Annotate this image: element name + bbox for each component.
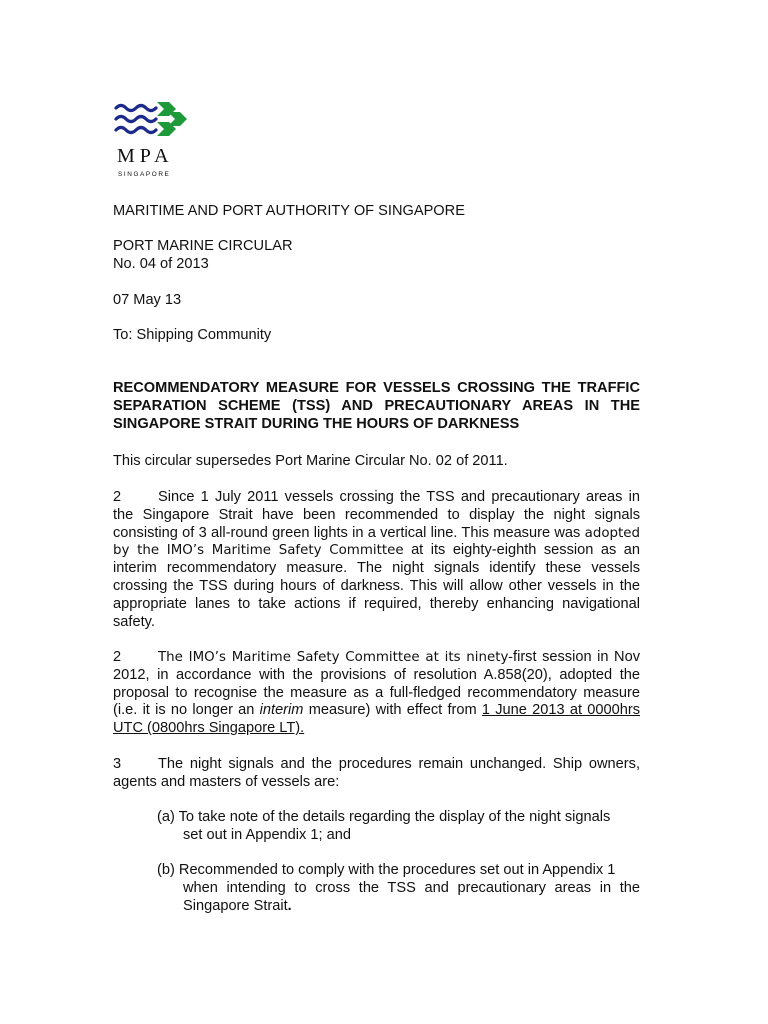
paragraph-text: adopted by the IMO’s Maritime Safety Committee: [113, 525, 640, 559]
paragraph-2a: [113, 489, 640, 631]
paragraph-text: Since 1 July 2011 vessels crossing the TSS and precautionary areas in the Singapore Strait have been recommended to display the night signals consisting of 3 all-round green lights in a vertical line. This measure was: [113, 489, 640, 541]
paragraph-text: first session in Nov 2012, in accordance with the provisions of resolution A.858(20), adopted the proposal to recognise the measure as a full-fledged recommendatory measure (i.e. it is no longer an: [113, 649, 640, 719]
mpa-wave-arrow-icon: [113, 100, 203, 190]
paragraph-number: 2: [113, 649, 122, 665]
list-item-text: To take note of the details regarding the display of the night signals: [178, 809, 611, 825]
supersedes-note: This circular supersedes Port Marine Circular No. 02 of 2011.: [113, 453, 508, 469]
paragraph-number: 3: [113, 756, 122, 772]
list-item-label: (b): [157, 862, 175, 878]
list-item-a: [157, 809, 640, 845]
mpa-logo: [113, 100, 203, 190]
list-item-label: (a): [157, 809, 175, 825]
addressee: To: Shipping Community: [113, 327, 272, 343]
paragraph-number: 2: [113, 489, 122, 505]
paragraph-2b: [113, 649, 640, 738]
paragraph-text: measure) with effect from: [308, 702, 477, 719]
circular-title: RECOMMENDATORY MEASURE FOR VESSELS CROSSING THE TRAFFIC SEPARATION SCHEME (TSS) AND PRECAUTIONARY AREAS IN THE SINGAPORE STRAIT DURING THE HOURS OF DARKNESS: [113, 380, 640, 432]
list-item-text: when intending to cross the TSS and precautionary areas in the Singapore Strait: [183, 879, 640, 914]
italic-term: interim: [259, 702, 304, 719]
list-item-text: set out in Appendix 1; and: [183, 826, 351, 843]
organization-name: MARITIME AND PORT AUTHORITY OF SINGAPORE: [113, 203, 465, 219]
paragraph-text: The IMO’s Maritime Safety Committee at its ninety-: [158, 650, 514, 665]
document-type: PORT MARINE CIRCULAR: [113, 238, 293, 254]
document-date: 07 May 13: [113, 292, 182, 308]
logo-subtext: SINGAPORE: [118, 171, 171, 178]
paragraph-3: [113, 756, 640, 792]
paragraph-text: The night signals and the procedures remain unchanged. Ship owners, agents and masters of vessels are:: [113, 756, 640, 790]
effective-date: 1 June 2013 at 0000hrs UTC (0800hrs Singapore LT).: [113, 702, 640, 737]
list-item-text: Recommended to comply with the procedures set out in Appendix 1: [178, 862, 616, 878]
logo-text: MPA: [117, 145, 174, 167]
list-item-b: [157, 862, 640, 915]
list-item-end: .: [287, 897, 292, 914]
paragraph-text: at its eighty-eighth session as an interim recommendatory measure. The night signals identify these vessels crossing the TSS during hours of darkness. This will allow other vessels in the appropriate lanes to take actions if required, thereby enhancing navigational safety.: [113, 542, 640, 630]
document-number: No. 04 of 2013: [113, 256, 209, 272]
